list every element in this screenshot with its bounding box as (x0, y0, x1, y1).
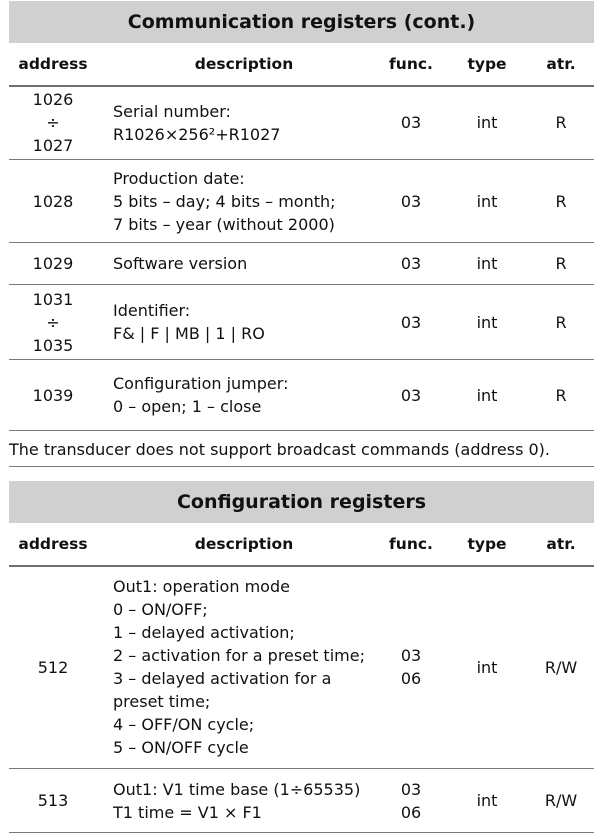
header-type: type (467, 534, 507, 553)
register-func: 03 (400, 254, 422, 273)
header-address: address (18, 54, 88, 73)
table-row (9, 360, 594, 431)
register-type: int (476, 791, 498, 810)
table-row (9, 285, 594, 360)
register-func: 03 06 (400, 779, 422, 822)
register-type: int (476, 113, 498, 132)
register-address: 513 (37, 791, 69, 810)
register-type: int (476, 191, 498, 211)
register-address: 1028 (32, 191, 74, 211)
register-description: Software version (113, 254, 248, 273)
header-description: description (194, 54, 294, 73)
register-func: 03 (400, 113, 422, 132)
register-type: int (476, 254, 498, 273)
table-row (9, 243, 594, 285)
table-row (9, 160, 594, 243)
register-description: Identifier: F& | F | MB | 1 | RO (113, 301, 265, 343)
register-func: 03 (400, 191, 422, 211)
table-row (9, 769, 594, 833)
config-table-title: Configuration registers (9, 481, 594, 523)
register-atr: R/W (544, 791, 578, 810)
register-atr: R (555, 254, 567, 273)
header-func: func. (389, 534, 433, 553)
table-row (9, 566, 594, 769)
table-row (9, 86, 594, 160)
register-address: 512 (37, 657, 69, 677)
register-description: Out1: V1 time base (1÷65535) T1 time = V1 × F1 (113, 779, 361, 822)
header-description: description (194, 534, 294, 553)
register-address: 1026 ÷ 1027 (32, 90, 74, 155)
register-description: Serial number: R1026×256²+R1027 (113, 101, 281, 144)
header-type: type (467, 54, 507, 73)
register-type: int (476, 657, 498, 677)
register-address: 1039 (32, 385, 74, 405)
register-func: 03 (400, 385, 422, 405)
config-header-row (9, 523, 594, 567)
register-atr: R (555, 385, 567, 405)
register-description: Configuration jumper: 0 – open; 1 – close (113, 374, 289, 416)
broadcast-note: The transducer does not support broadcast commands (address 0). (9, 432, 594, 467)
comm-table-title: Communication registers (cont.) (9, 1, 594, 43)
register-type: int (476, 312, 498, 332)
register-description: Out1: operation mode 0 – ON/OFF; 1 – delayed activation; 2 – activation for a preset time; 3 – delayed activation for a preset time; 4 – OFF/ON cycle; 5 – ON/OFF cycle (113, 577, 365, 757)
register-description: Production date: 5 bits – day; 4 bits – month; 7 bits – year (without 2000) (113, 168, 336, 234)
header-func: func. (389, 54, 433, 73)
register-atr: R/W (544, 657, 578, 677)
register-atr: R (555, 113, 567, 132)
register-atr: R (555, 191, 567, 211)
register-address: 1029 (32, 254, 74, 273)
register-func: 03 06 (400, 646, 422, 688)
register-atr: R (555, 312, 567, 332)
header-atr: atr. (546, 534, 576, 553)
header-atr: atr. (546, 54, 576, 73)
register-address: 1031 ÷ 1035 (32, 289, 74, 355)
register-type: int (476, 385, 498, 405)
register-func: 03 (400, 312, 422, 332)
header-address: address (18, 534, 88, 553)
comm-header-row (9, 43, 594, 87)
